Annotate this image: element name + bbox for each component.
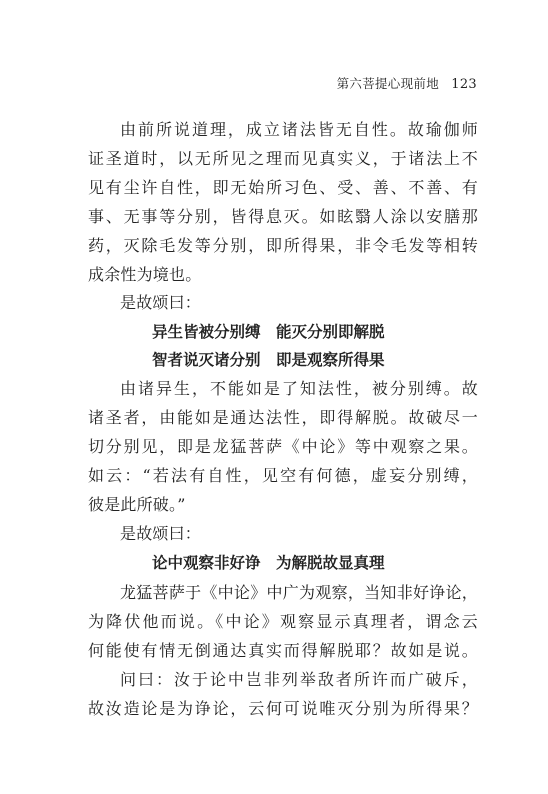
paragraph-line: 证圣道时，以无所见之理而见真实义，于诸法上不 — [88, 149, 478, 168]
running-header — [337, 74, 477, 92]
paragraph-line: 彼是此所破。” — [88, 495, 186, 514]
verse-line: 智者说灭诸分别 即是观察所得果 — [152, 351, 385, 369]
paragraph-line: 故汝造论是为诤论，云何可说唯灭分别为所得果？ — [88, 699, 478, 718]
paragraph-line: 事、无事等分别，皆得息灭。如眩翳人涂以安膳那 — [88, 207, 478, 226]
paragraph-line: 见有尘许自性，即无始所习色、受、善、不善、有 — [88, 178, 478, 197]
verse-intro: 是故颂曰： — [120, 524, 202, 543]
page-number: 123 — [451, 77, 477, 92]
paragraph-line: 龙猛菩萨于《中论》中广为观察，当知非好诤论， — [120, 583, 478, 602]
paragraph-line: 由诸异生，不能如是了知法性，被分别缚。故 — [120, 379, 478, 398]
paragraph-line: 成余性为境也。 — [88, 265, 202, 284]
paragraph-line: 如云：“若法有自性，见空有何德，虚妄分别缚， — [88, 466, 478, 485]
chapter-title: 第六菩提心现前地 — [336, 76, 439, 91]
paragraph-line: 由前所说道理，成立诸法皆无自性。故瑜伽师 — [120, 120, 478, 139]
paragraph-line: 何能使有情无倒通达真实而得解脱耶？故如是说。 — [88, 641, 478, 660]
verse-line: 异生皆被分别缚 能灭分别即解脱 — [152, 323, 385, 341]
paragraph-line: 为降伏他而说。《中论》观察显示真理者，谓念云 — [88, 612, 478, 631]
paragraph-line: 诸圣者，由能如是通达法性，即得解脱。故破尽一 — [88, 408, 478, 427]
paragraph-line: 药，灭除毛发等分别，即所得果，非令毛发等相转 — [88, 236, 478, 255]
paragraph-line: 切分别见，即是龙猛菩萨《中论》等中观察之果。 — [88, 437, 478, 456]
verse-intro: 是故颂曰： — [120, 293, 202, 312]
paragraph-line: 问曰：汝于论中岂非列举敌者所许而广破斥， — [120, 670, 478, 689]
verse-line: 论中观察非好诤 为解脱故显真理 — [152, 554, 385, 572]
